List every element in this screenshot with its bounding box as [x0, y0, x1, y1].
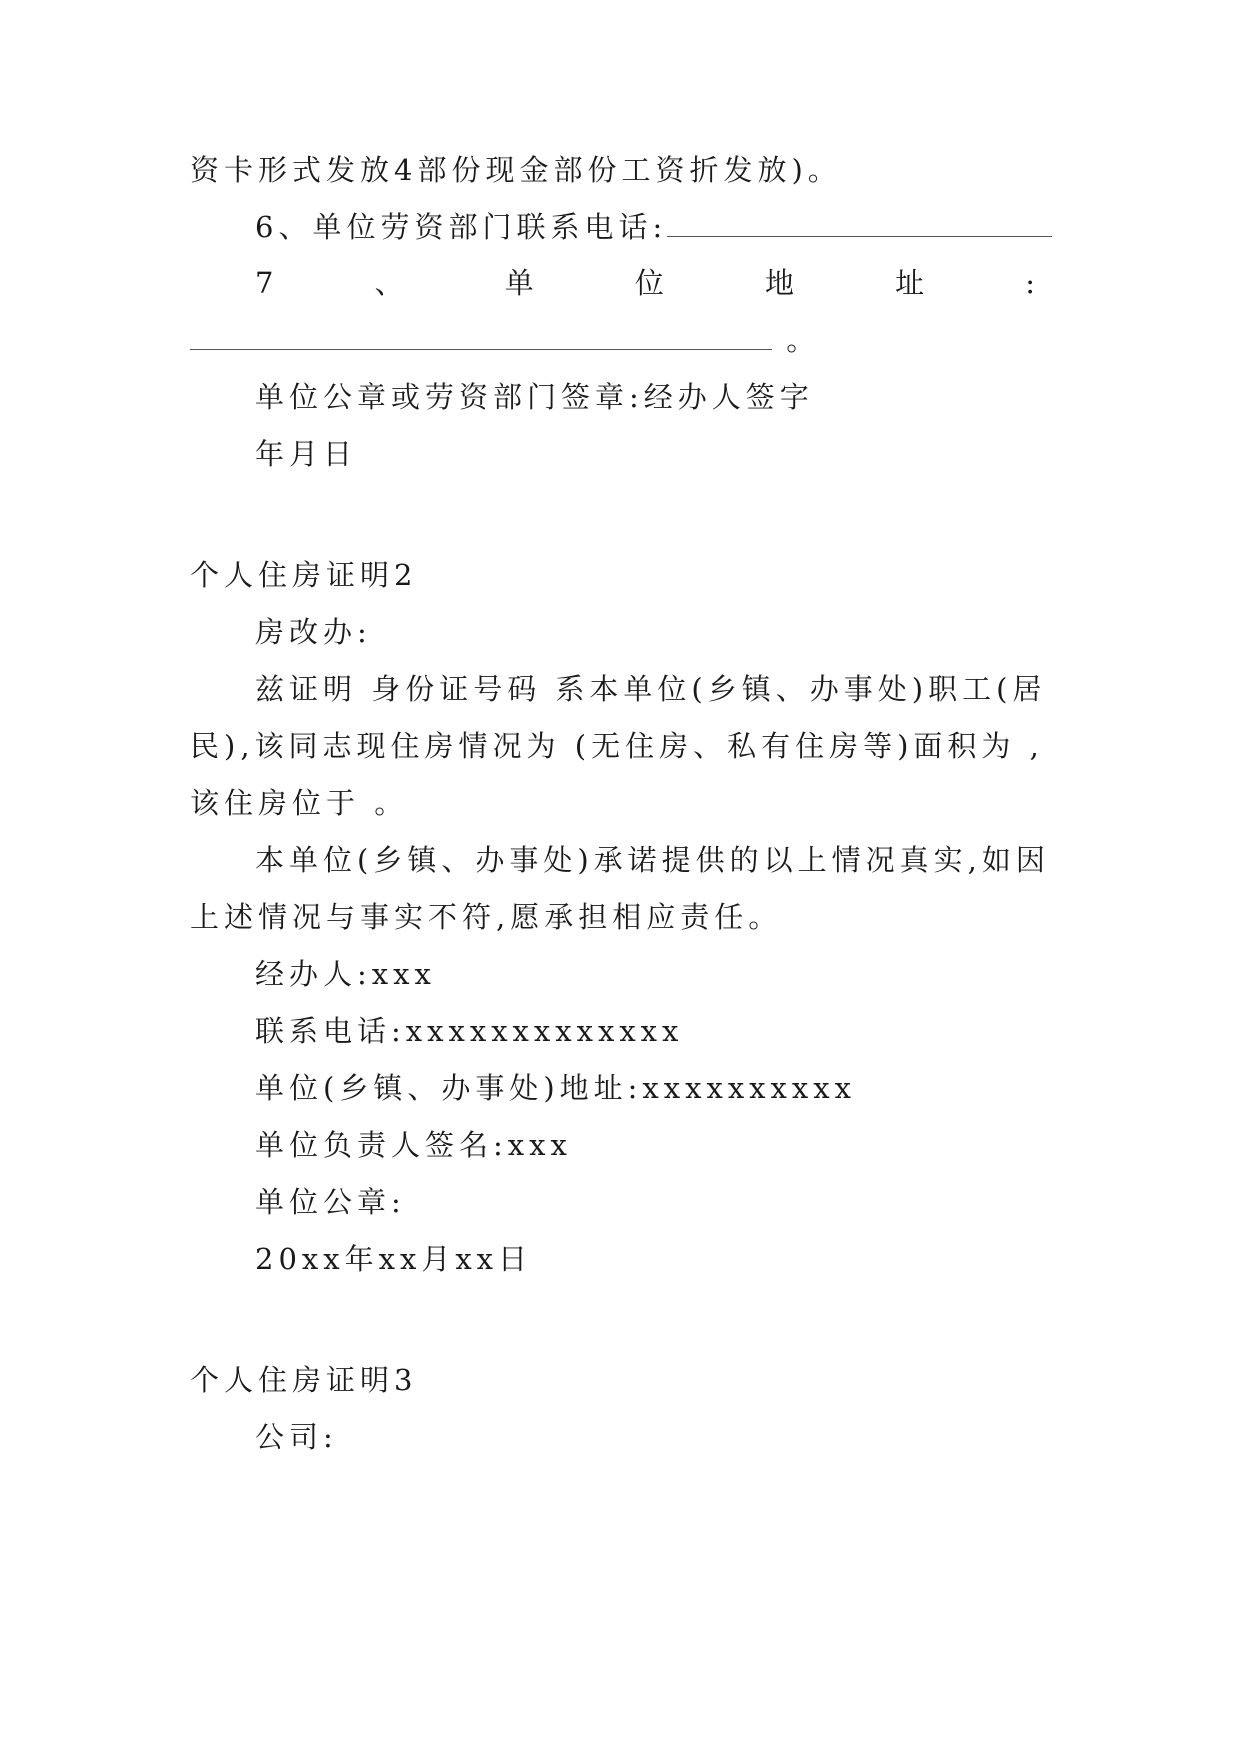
seal-line: 单位公章:: [255, 1185, 406, 1219]
period: 。: [786, 323, 821, 357]
address-line: 单位(乡镇、办事处)地址:xxxxxxxxxx: [255, 1071, 856, 1105]
labor-phone-line: [255, 207, 1135, 247]
continued-paragraph-line: 资卡形式发放4部份现金部份工资折发放)。: [190, 153, 842, 187]
greeting: 公司:: [255, 1420, 338, 1454]
address-char: 单: [504, 266, 534, 300]
section-title: 个人住房证明2: [190, 558, 418, 592]
unit-address-blank-line: [190, 320, 1070, 360]
paragraph-line: 兹证明 身份证号码 系本单位(乡镇、办事处)职工(居: [255, 672, 1047, 706]
date-line: 年月日: [255, 437, 358, 471]
address-char: :: [1025, 266, 1035, 300]
paragraph-line: 该住房位于 。: [190, 786, 409, 820]
handler-line: 经办人:xxx: [255, 957, 436, 991]
paragraph-line: 民),该同志现住房情况为 (无住房、私有住房等)面积为 ,: [190, 729, 1044, 763]
unit-address-label-line: [255, 263, 1035, 303]
address-char: 址: [895, 266, 925, 300]
phone-line: 联系电话:xxxxxxxxxxxxx: [255, 1014, 684, 1048]
unit-address-blank: [190, 333, 772, 350]
seal-signature-line: 单位公章或劳资部门签章:经办人签字: [255, 380, 814, 414]
address-char: 、: [374, 266, 404, 300]
address-char: 位: [634, 266, 664, 300]
greeting: 房改办:: [255, 615, 372, 649]
labor-phone-blank: [667, 220, 1052, 237]
section-title: 个人住房证明3: [190, 1363, 418, 1397]
paragraph-line: 上述情况与事实不符,愿承担相应责任。: [190, 900, 783, 934]
address-char: 7: [255, 266, 274, 300]
labor-phone-label: 6、单位劳资部门联系电话:: [255, 210, 668, 244]
address-char: 地: [764, 266, 794, 300]
date-line: 20xx年xx月xx日: [255, 1242, 533, 1276]
paragraph-line: 本单位(乡镇、办事处)承诺提供的以上情况真实,如因: [255, 843, 1050, 877]
leader-signature-line: 单位负责人签名:xxx: [255, 1128, 572, 1162]
